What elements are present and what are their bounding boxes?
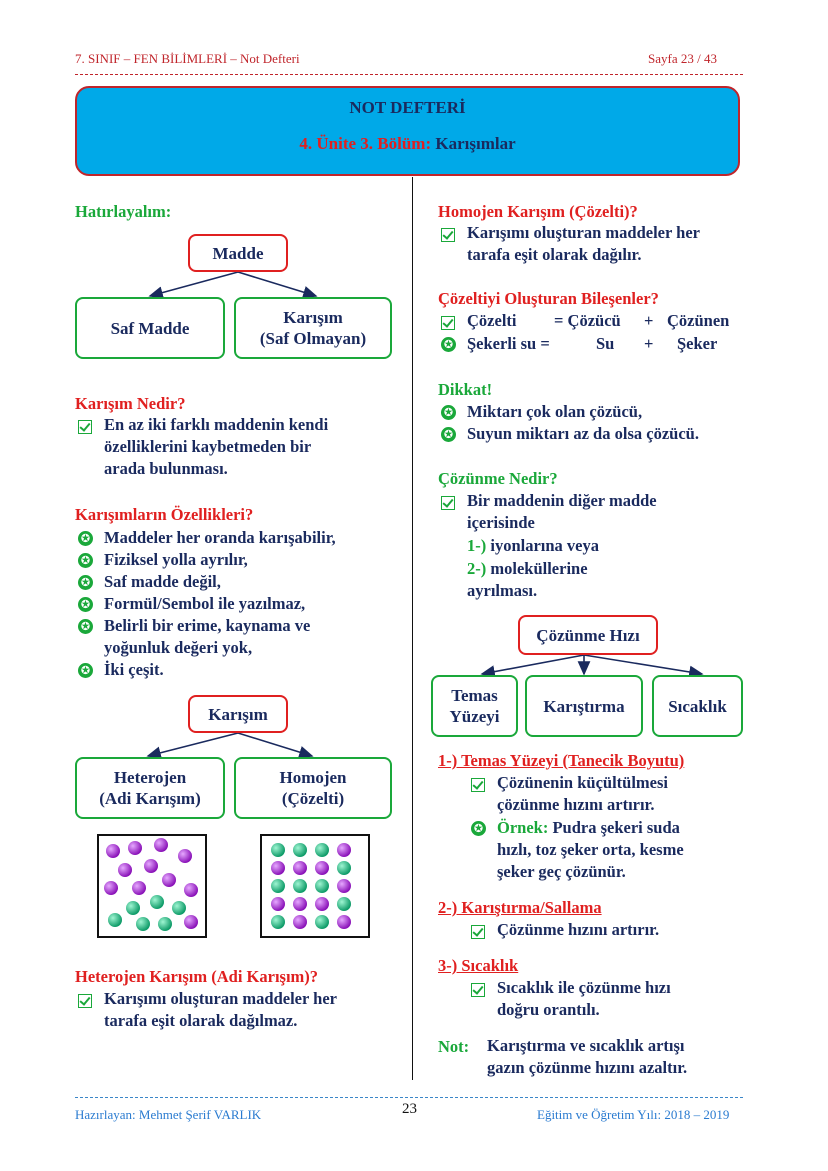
karistirma-heading: 2-) Karıştırma/Sallama — [438, 898, 602, 917]
prop-item: Belirli bir erime, kaynama ve — [104, 616, 311, 635]
s1-example-text: Pudra şekeri suda — [552, 818, 680, 837]
sicaklik-heading: 3-) Sıcaklık — [438, 956, 519, 975]
homojen-line1: Homojen — [279, 768, 347, 787]
homojen-line2: (Çözelti) — [281, 789, 345, 808]
karisim-nedir-heading: Karışım Nedir? — [75, 394, 186, 413]
check-icon — [471, 778, 485, 792]
footer-divider — [75, 1097, 743, 1098]
hom-line-1: Karışımı oluşturan maddeler her — [467, 223, 700, 242]
s3-line-1: Sıcaklık ile çözünme hızı — [497, 978, 671, 997]
prop-item: Formül/Sembol ile yazılmaz, — [104, 594, 306, 613]
het-line-1: Karışımı oluşturan maddeler her — [104, 989, 337, 1008]
coz-line-2: içerisinde — [467, 513, 535, 532]
coz-line-4 — [467, 558, 588, 580]
temas-line1: Temas — [451, 686, 498, 705]
comp-row1-c3: + — [644, 311, 654, 330]
temas-line2: Yüzeyi — [449, 707, 500, 726]
s1-line-1: Çözünenin küçültülmesi — [497, 773, 668, 792]
comp-row2-c1: Şekerli su = — [467, 334, 550, 353]
s3-line-2: doğru orantılı. — [497, 1000, 600, 1019]
star-icon: ✪ — [78, 575, 93, 590]
cozunme-heading: Çözünme Nedir? — [438, 469, 558, 488]
star-icon: ✪ — [78, 597, 93, 612]
comp-row1-c2: = Çözücü — [554, 311, 621, 330]
prop-item: Maddeler her oranda karışabilir, — [104, 528, 336, 547]
star-icon: ✪ — [78, 663, 93, 678]
homojen-particles — [260, 834, 370, 938]
het-line-2: tarafa eşit olarak dağılmaz. — [104, 1011, 298, 1030]
unit-prefix: 4. Ünite 3. Bölüm: — [299, 134, 432, 153]
def-line-3: arada bulunması. — [104, 459, 228, 478]
star-icon: ✪ — [78, 531, 93, 546]
check-icon — [471, 983, 485, 997]
comp-row2-c2: Su — [596, 334, 615, 353]
check-icon — [441, 228, 455, 242]
prop-item: Saf madde değil, — [104, 572, 221, 591]
heterojen-box — [75, 757, 225, 819]
karisim-box-line1: Karışım — [283, 308, 343, 327]
header-left: 7. SINIF – FEN BİLİMLERİ – Not Defteri — [75, 51, 300, 66]
prop-item: Fiziksel yolla ayrılır, — [104, 550, 248, 569]
coz-line-3 — [467, 535, 599, 557]
arrow-karisim-heterojen — [148, 733, 238, 756]
page-title: NOT DEFTERİ — [349, 98, 466, 117]
header-page: Sayfa 23 / 43 — [648, 51, 717, 66]
comp-row1-c1: Çözelti — [467, 311, 517, 330]
check-icon — [441, 496, 455, 510]
coz-line-5: ayrılması. — [467, 581, 538, 600]
saf-madde-box: Saf Madde — [75, 297, 225, 359]
prop-item: yoğunluk değeri yok, — [104, 638, 253, 657]
s1-line-2: çözünme hızını artırır. — [497, 795, 655, 814]
components-heading: Çözeltiyi Oluşturan Bileşenler? — [438, 289, 659, 308]
karisim-saf-olmayan-box — [234, 297, 392, 359]
s1-example-line-1 — [497, 817, 680, 839]
star-icon: ✪ — [471, 821, 486, 836]
s2-line-1: Çözünme hızını artırır. — [497, 920, 660, 939]
comp-row1-c4: Çözünen — [667, 311, 730, 330]
arrow-karisim-homojen — [238, 733, 312, 756]
homojen-heading: Homojen Karışım (Çözelti)? — [438, 202, 638, 221]
coz-line-1: Bir maddenin diğer madde — [467, 491, 657, 510]
heterojen-particles-svg — [99, 836, 205, 936]
arrow-madde-saf — [150, 272, 238, 296]
prop-item: İki çeşit. — [104, 660, 164, 679]
karisim-box-line2: (Saf Olmayan) — [259, 329, 367, 348]
madde-box: Madde — [188, 234, 288, 272]
heterojen-particles — [97, 834, 207, 938]
check-icon — [78, 994, 92, 1008]
karisim-box: Karışım — [188, 695, 288, 733]
footer-year: Eğitim ve Öğretim Yılı: 2018 – 2019 — [537, 1107, 730, 1122]
not-label: Not: — [438, 1037, 470, 1056]
s1-example-line-3: şeker geç çözünür. — [497, 862, 626, 881]
def-line-1: En az iki farklı maddenin kendi — [104, 415, 329, 434]
check-icon — [471, 925, 485, 939]
cozunme-hizi-box: Çözünme Hızı — [518, 615, 658, 655]
dikkat-line-1: Miktarı çok olan çözücü, — [467, 402, 643, 421]
heterojen-line2: (Adi Karışım) — [99, 789, 201, 808]
coz-num-2: 2-) — [467, 559, 487, 578]
footer-author: Hazırlayan: Mehmet Şerif VARLIK — [75, 1107, 262, 1122]
hom-line-2: tarafa eşit olarak dağılır. — [467, 245, 642, 264]
arrow-hiz-temas — [482, 655, 584, 674]
arrow-madde-karisim — [238, 272, 316, 296]
comp-row2-c4: Şeker — [677, 334, 718, 353]
check-icon — [441, 316, 455, 330]
dikkat-line-2: Suyun miktarı az da olsa çözücü. — [467, 424, 699, 443]
temas-heading: 1-) Temas Yüzeyi (Tanecik Boyutu) — [438, 751, 685, 770]
star-icon: ✪ — [78, 553, 93, 568]
s1-example-line-2: hızlı, toz şeker orta, kesme — [497, 840, 684, 859]
sicaklik-box: Sıcaklık — [652, 675, 743, 737]
heterojen-heading: Heterojen Karışım (Adi Karışım)? — [75, 967, 319, 986]
coz-text-3: iyonlarına veya — [490, 536, 600, 555]
comp-row2-c3: + — [644, 334, 654, 353]
example-label: Örnek: — [497, 818, 549, 837]
star-icon: ✪ — [441, 427, 456, 442]
not-line-2: gazın çözünme hızını azaltır. — [487, 1058, 688, 1077]
star-icon: ✪ — [441, 405, 456, 420]
dikkat-heading: Dikkat! — [438, 380, 493, 399]
star-icon: ✪ — [78, 619, 93, 634]
homojen-box — [234, 757, 392, 819]
homojen-particles-svg — [262, 836, 368, 936]
not-line-1: Karıştırma ve sıcaklık artışı — [487, 1036, 685, 1055]
coz-text-4: moleküllerine — [490, 559, 588, 578]
check-icon — [78, 420, 92, 434]
temas-yuzeyi-box — [431, 675, 518, 737]
footer-page-number: 23 — [402, 1101, 417, 1117]
unit-topic: Karışımlar — [435, 134, 516, 153]
remember-heading: Hatırlayalım: — [75, 202, 172, 221]
karistirma-box: Karıştırma — [525, 675, 643, 737]
props-heading: Karışımların Özellikleri? — [75, 505, 254, 524]
heterojen-line1: Heterojen — [113, 768, 187, 787]
star-icon: ✪ — [441, 337, 456, 352]
def-line-2: özelliklerini kaybetmeden bir — [104, 437, 312, 456]
coz-num-1: 1-) — [467, 536, 487, 555]
arrow-hiz-sicaklik — [584, 655, 702, 674]
